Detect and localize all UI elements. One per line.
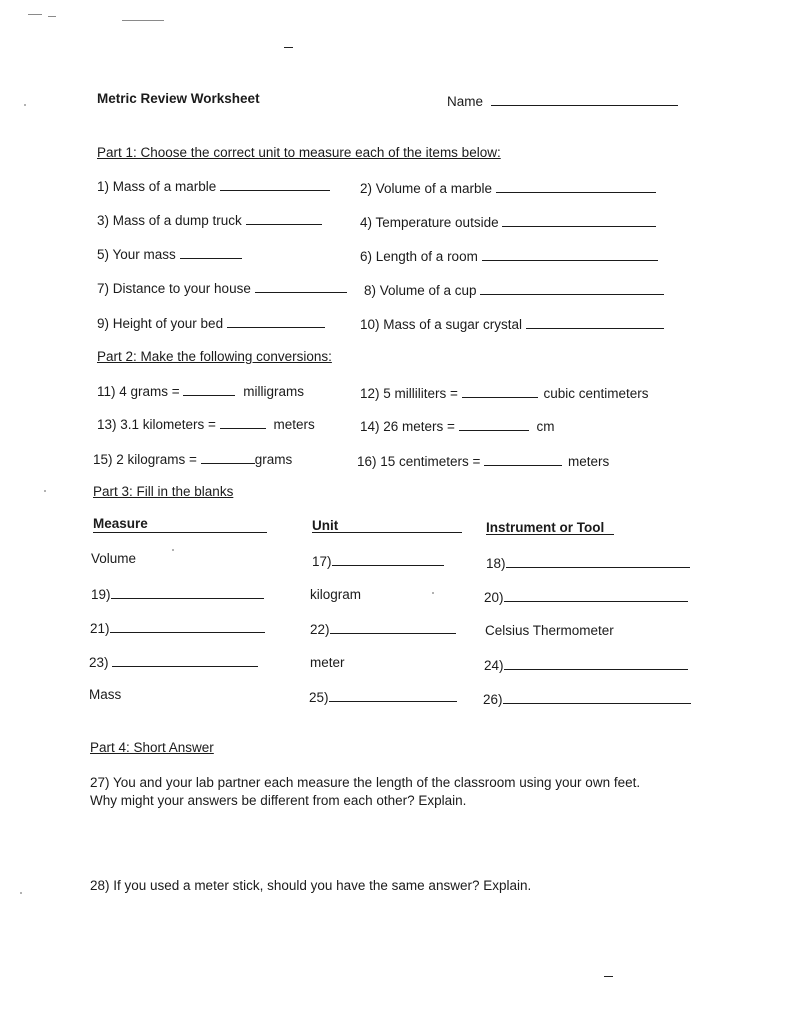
row3-instrument: Celsius Thermometer bbox=[485, 623, 614, 638]
name-label: Name bbox=[447, 94, 484, 109]
item-label: 1) Mass of a marble bbox=[97, 179, 217, 194]
row1-measure: Volume bbox=[91, 551, 137, 566]
part1-item-3[interactable] bbox=[97, 212, 322, 228]
column-header-unit: Unit bbox=[312, 518, 339, 533]
answer-blank[interactable] bbox=[462, 385, 538, 398]
answer-blank[interactable] bbox=[220, 416, 266, 429]
row1-instrument[interactable] bbox=[486, 555, 690, 571]
conversion-unit: meters bbox=[273, 417, 315, 432]
row5-unit[interactable] bbox=[309, 689, 457, 705]
answer-blank[interactable] bbox=[227, 315, 325, 328]
blank-number: 23) bbox=[89, 655, 109, 670]
item-label: 10) Mass of a sugar crystal bbox=[360, 317, 523, 332]
scan-speck bbox=[122, 20, 164, 21]
row4-instrument[interactable] bbox=[484, 657, 688, 673]
part1-item-6[interactable] bbox=[360, 248, 658, 264]
blank-number: 22) bbox=[310, 622, 330, 637]
answer-blank[interactable] bbox=[482, 248, 658, 261]
answer-blank[interactable] bbox=[246, 212, 322, 225]
scan-dot bbox=[172, 549, 174, 551]
conversion-prefix: 16) 15 centimeters = bbox=[357, 454, 481, 469]
row2-instrument[interactable] bbox=[484, 589, 688, 605]
conversion-prefix: 14) 26 meters = bbox=[360, 419, 455, 434]
blank-number: 25) bbox=[309, 690, 329, 705]
item-label: 7) Distance to your house bbox=[97, 281, 251, 296]
part1-item-10[interactable] bbox=[360, 316, 664, 332]
conversion-unit: grams bbox=[254, 452, 293, 467]
part4-heading: Part 4: Short Answer bbox=[90, 740, 214, 755]
blank-number: 19) bbox=[91, 587, 111, 602]
item-label: 5) Your mass bbox=[97, 247, 176, 262]
answer-blank[interactable] bbox=[480, 282, 664, 295]
part2-heading: Part 2: Make the following conversions: bbox=[97, 349, 332, 364]
scan-dot bbox=[24, 104, 26, 106]
row3-unit[interactable] bbox=[310, 621, 456, 637]
answer-blank[interactable] bbox=[526, 316, 664, 329]
answer-blank[interactable] bbox=[496, 180, 656, 193]
conversion-prefix: 11) 4 grams = bbox=[97, 384, 180, 399]
answer-blank[interactable] bbox=[112, 654, 258, 667]
scan-mark bbox=[284, 47, 293, 48]
item-label: 6) Length of a room bbox=[360, 249, 478, 264]
row4-measure[interactable] bbox=[89, 654, 258, 670]
page-title: Metric Review Worksheet bbox=[97, 91, 260, 106]
question-27-line1: 27) You and your lab partner each measure the length of the classroom using your own feet. bbox=[90, 775, 641, 790]
answer-blank[interactable] bbox=[201, 451, 255, 464]
conversion-11[interactable] bbox=[97, 383, 304, 399]
answer-blank[interactable] bbox=[180, 246, 242, 259]
answer-blank[interactable] bbox=[183, 383, 235, 396]
part1-item-8[interactable] bbox=[364, 282, 664, 298]
answer-blank[interactable] bbox=[111, 586, 264, 599]
conversion-13[interactable] bbox=[97, 416, 315, 432]
column-header-instrument: Instrument or Tool bbox=[486, 520, 605, 535]
row2-measure[interactable] bbox=[91, 586, 264, 602]
answer-blank[interactable] bbox=[504, 657, 688, 670]
answer-blank[interactable] bbox=[503, 691, 691, 704]
row2-unit: kilogram bbox=[310, 587, 362, 602]
conversion-prefix: 15) 2 kilograms = bbox=[93, 452, 197, 467]
blank-number: 18) bbox=[486, 556, 506, 571]
scan-speck bbox=[48, 16, 56, 17]
blank-number: 21) bbox=[90, 621, 110, 636]
part1-item-7[interactable] bbox=[97, 280, 347, 296]
conversion-unit: cm bbox=[536, 419, 555, 434]
blank-number: 20) bbox=[484, 590, 504, 605]
part3-heading: Part 3: Fill in the blanks bbox=[93, 484, 234, 499]
answer-blank[interactable] bbox=[330, 621, 456, 634]
answer-blank[interactable] bbox=[484, 453, 562, 466]
answer-blank[interactable] bbox=[502, 214, 656, 227]
conversion-14[interactable] bbox=[360, 418, 554, 434]
part1-item-2[interactable] bbox=[360, 180, 656, 196]
column-header-measure: Measure bbox=[93, 516, 148, 531]
question-27-line2: Why might your answers be different from each other? Explain. bbox=[90, 793, 467, 808]
conversion-12[interactable] bbox=[360, 385, 648, 401]
answer-blank[interactable] bbox=[110, 620, 265, 633]
row1-unit[interactable] bbox=[312, 553, 444, 569]
conversion-15[interactable] bbox=[93, 451, 292, 467]
name-blank[interactable] bbox=[491, 93, 678, 106]
scan-dot bbox=[20, 892, 22, 894]
conversion-16[interactable] bbox=[357, 453, 609, 469]
question-28: 28) If you used a meter stick, should you have the same answer? Explain. bbox=[90, 878, 532, 893]
scan-mark bbox=[604, 976, 613, 977]
part1-item-4[interactable] bbox=[360, 214, 656, 230]
row3-measure[interactable] bbox=[90, 620, 265, 636]
answer-blank[interactable] bbox=[459, 418, 529, 431]
conversion-prefix: 12) 5 milliliters = bbox=[360, 386, 458, 401]
row5-instrument[interactable] bbox=[483, 691, 691, 707]
blank-number: 26) bbox=[483, 692, 503, 707]
item-label: 9) Height of your bed bbox=[97, 316, 224, 331]
blank-number: 17) bbox=[312, 554, 332, 569]
conversion-unit: milligrams bbox=[243, 384, 304, 399]
item-label: 3) Mass of a dump truck bbox=[97, 213, 242, 228]
row5-measure: Mass bbox=[89, 687, 122, 702]
answer-blank[interactable] bbox=[220, 178, 330, 191]
measure-header-rule bbox=[93, 532, 267, 533]
answer-blank[interactable] bbox=[504, 589, 688, 602]
item-label: 8) Volume of a cup bbox=[364, 283, 477, 298]
name-field[interactable] bbox=[447, 93, 678, 109]
scan-speck bbox=[28, 14, 42, 15]
item-label: 2) Volume of a marble bbox=[360, 181, 493, 196]
answer-blank[interactable] bbox=[255, 280, 347, 293]
scan-dot bbox=[432, 592, 434, 594]
scan-dot bbox=[44, 490, 46, 492]
blank-number: 24) bbox=[484, 658, 504, 673]
part1-heading: Part 1: Choose the correct unit to measure each of the items below: bbox=[97, 145, 501, 160]
item-label: 4) Temperature outside bbox=[360, 215, 499, 230]
part1-item-1[interactable] bbox=[97, 178, 330, 194]
answer-blank[interactable] bbox=[506, 555, 690, 568]
part1-item-9[interactable] bbox=[97, 315, 325, 331]
part1-item-5[interactable] bbox=[97, 246, 242, 262]
conversion-unit: meters bbox=[567, 454, 610, 469]
conversion-prefix: 13) 3.1 kilometers = bbox=[97, 417, 216, 432]
answer-blank[interactable] bbox=[332, 553, 444, 566]
answer-blank[interactable] bbox=[329, 689, 457, 702]
conversion-unit: cubic centimeters bbox=[543, 386, 649, 401]
row4-unit: meter bbox=[310, 655, 345, 670]
